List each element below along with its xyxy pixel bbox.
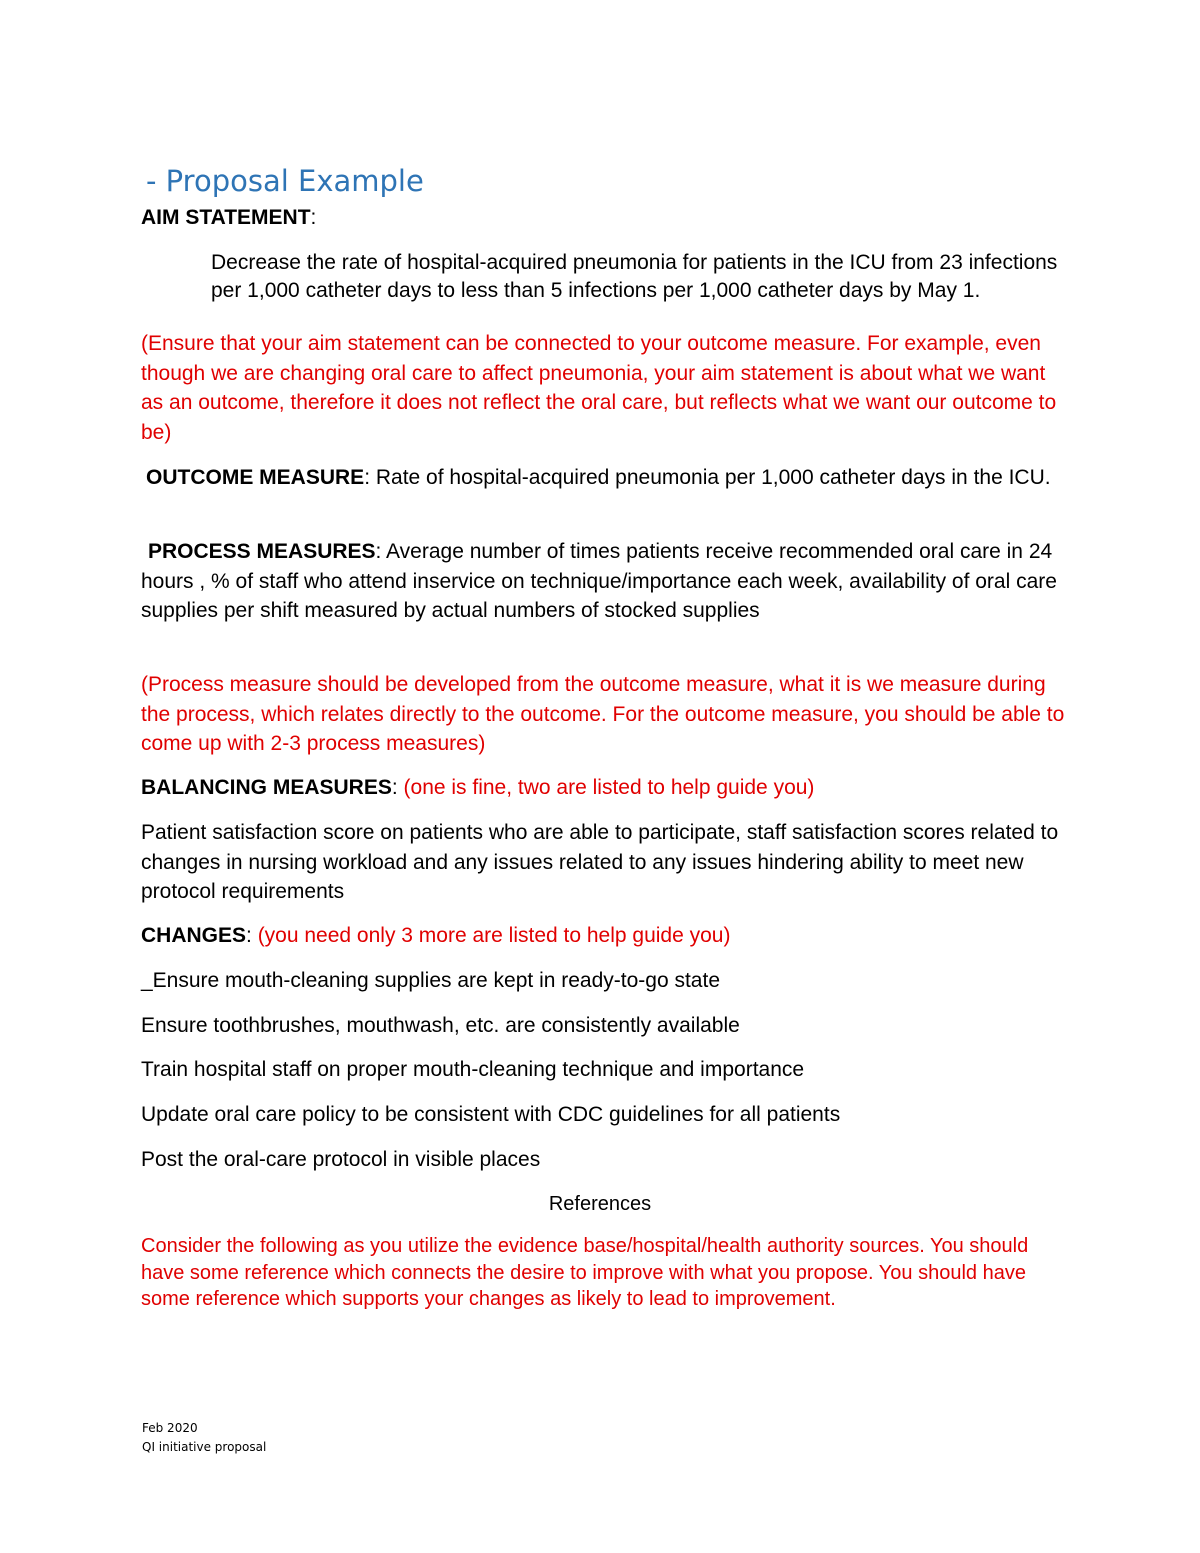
footer-document-title: QI initiative proposal xyxy=(142,1440,267,1454)
footer-date: Feb 2020 xyxy=(142,1421,198,1435)
outcome-measure-heading: OUTCOME MEASURE xyxy=(146,466,365,489)
process-measures-note: (Process measure should be developed from the outcome measure, what it is we measure during the process, which relates directly to the outcome. For the outcome measure, you should be able to come up with 2-3 process measures) xyxy=(141,673,1065,755)
document-title: - Proposal Example xyxy=(146,164,424,198)
change-item: Post the oral-care protocol in visible places xyxy=(141,1148,541,1171)
references-heading: References xyxy=(548,1193,652,1215)
aim-statement-heading: AIM STATEMENT xyxy=(141,206,311,229)
outcome-measure-paragraph xyxy=(141,463,1071,493)
process-measures-heading: PROCESS MEASURES xyxy=(148,540,376,563)
process-measures-paragraph xyxy=(141,537,1071,626)
balancing-measures-heading: BALANCING MEASURES xyxy=(141,776,392,799)
balancing-measures-note: (one is fine, two are listed to help guide you) xyxy=(403,776,815,799)
balancing-measures-heading-line xyxy=(141,773,1071,803)
changes-note: (you need only 3 more are listed to help guide you) xyxy=(257,924,731,947)
change-item: Train hospital staff on proper mouth-cleaning technique and importance xyxy=(141,1058,805,1081)
process-measures-text: : Average number of times patients receive recommended oral care in 24 hours , % of staff who attend inservice on technique/importance each week, availability of oral care supplies per shift measured by actual numbers of stocked supplies xyxy=(141,540,1057,622)
change-item: _Ensure mouth-cleaning supplies are kept in ready-to-go state xyxy=(141,969,720,992)
changes-heading-line xyxy=(141,921,1071,951)
balancing-measures-colon: : xyxy=(391,776,404,799)
outcome-measure-text: : Rate of hospital-acquired pneumonia per 1,000 catheter days in the ICU. xyxy=(364,466,1051,489)
balancing-measures-text: Patient satisfaction score on patients who are able to participate, staff satisfaction scores related to changes in nursing workload and any issues related to any issues hindering ability to meet new protocol requirements xyxy=(141,821,1059,903)
aim-statement-colon: : xyxy=(310,206,317,229)
references-note: Consider the following as you utilize the evidence base/hospital/health authority sources. You should have some reference which connects the desire to improve with what you propose. You should have some reference which supports your changes as likely to lead to improvement. xyxy=(141,1235,1029,1310)
aim-statement-text: Decrease the rate of hospital-acquired pneumonia for patients in the ICU from 23 infections per 1,000 catheter days to less than 5 infections per 1,000 catheter days by May 1. xyxy=(211,251,1058,302)
aim-statement-heading-line xyxy=(141,203,1071,233)
changes-colon: : xyxy=(246,924,258,947)
change-item: Ensure toothbrushes, mouthwash, etc. are consistently available xyxy=(141,1014,740,1037)
change-item: Update oral care policy to be consistent with CDC guidelines for all patients xyxy=(141,1103,841,1126)
aim-statement-note: (Ensure that your aim statement can be connected to your outcome measure. For example, even though we are changing oral care to affect pneumonia, your aim statement is about what we want as an outcome, therefore it does not reflect the oral care, but reflects what we want our outcome to be) xyxy=(141,332,1057,444)
changes-heading: CHANGES xyxy=(141,924,247,947)
